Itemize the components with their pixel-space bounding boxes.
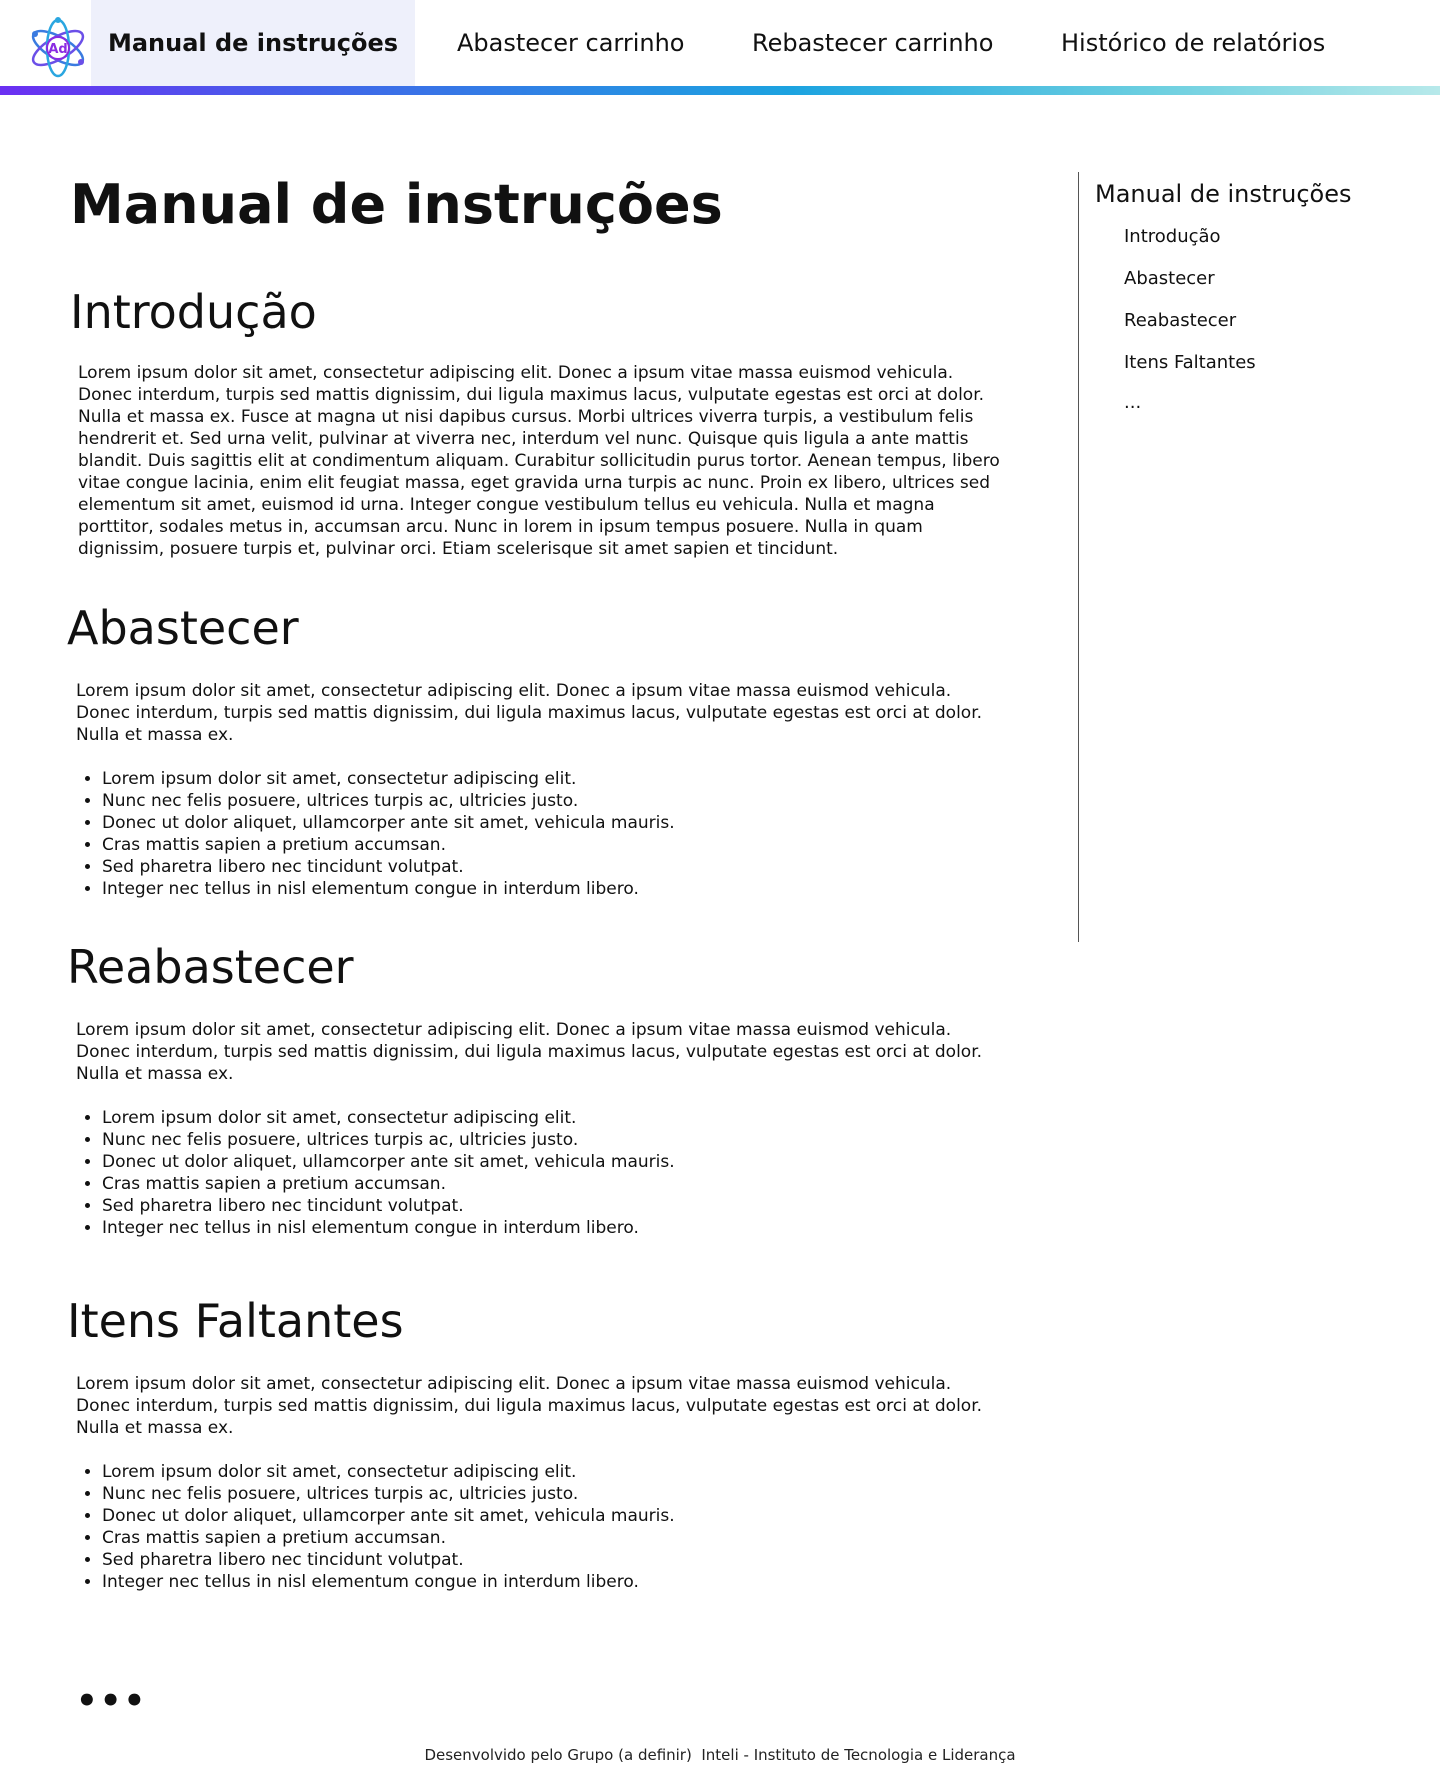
nav-tab-label: Rebastecer carrinho bbox=[752, 29, 994, 57]
bullet-list bbox=[76, 1461, 675, 1593]
nav-tab-historico[interactable] bbox=[1061, 0, 1325, 86]
section-heading-itens-faltantes: Itens Faltantes bbox=[67, 1294, 404, 1348]
list-item: • Integer nec tellus in nisl elementum congue in interdum libero. bbox=[102, 878, 675, 900]
toc-divider bbox=[1078, 172, 1079, 942]
list-item: • Donec ut dolor aliquet, ullamcorper ante sit amet, vehicula mauris. bbox=[102, 1151, 675, 1173]
list-item: • Donec ut dolor aliquet, ullamcorper ante sit amet, vehicula mauris. bbox=[102, 812, 675, 834]
list-item: • Sed pharetra libero nec tincidunt volutpat. bbox=[102, 1195, 675, 1217]
list-item: • Nunc nec felis posuere, ultrices turpis ac, ultricies justo. bbox=[102, 1483, 675, 1505]
toc-item-introducao[interactable]: Introdução bbox=[1124, 226, 1221, 247]
page-title: Manual de instruções bbox=[70, 173, 723, 236]
atom-logo-icon bbox=[27, 14, 89, 80]
top-navigation bbox=[0, 0, 1440, 86]
list-item: • Donec ut dolor aliquet, ullamcorper ante sit amet, vehicula mauris. bbox=[102, 1505, 675, 1527]
nav-gradient-bar bbox=[0, 86, 1440, 95]
bullet-list bbox=[76, 1107, 675, 1239]
nav-tab-label: Histórico de relatórios bbox=[1061, 29, 1326, 57]
list-item: • Sed pharetra libero nec tincidunt volutpat. bbox=[102, 856, 675, 878]
nav-tab-label: Manual de instruções bbox=[107, 29, 399, 57]
section-paragraph: Lorem ipsum dolor sit amet, consectetur adipiscing elit. Donec a ipsum vitae massa euismod vehicula. Donec interdum, turpis sed mattis dignissim, dui ligula maximus lacus, vulputate egestas est orci at dolor. Nulla et massa ex. Fusce at magna ut nisi dapibus cursus. Morbi ultrices viverra turpis, a vestibulum felis hendrerit et. Sed urna velit, pulvinar at viverra nec, interdum vel nunc. Quisque quis ligula a ante mattis blandit. Duis sagittis elit at condimentum aliquam. Curabitur sollicitudin purus tortor. Aenean tempus, libero vitae congue lacinia, enim elit feugiat massa, eget gravida urna turpis ac nunc. Proin ex libero, ultrices sed elementum sit amet, euismod id urna. Integer congue vestibulum tellus eu vehicula. Nulla et magna porttitor, sodales metus in, accumsan arcu. Nunc in lorem in ipsum tempus posuere. Nulla in quam dignissim, posuere turpis et, pulvinar orci. Etiam scelerisque sit amet sapien et tincidunt. bbox=[78, 363, 1000, 559]
more-content-indicator: ••• bbox=[76, 1681, 148, 1721]
toc-title-link[interactable]: Manual de instruções bbox=[1095, 180, 1352, 208]
section-heading-introducao: Introdução bbox=[70, 285, 317, 339]
bullet-list bbox=[76, 768, 675, 900]
toc-item-abastecer[interactable]: Abastecer bbox=[1124, 268, 1215, 289]
section-heading-reabastecer: Reabastecer bbox=[67, 940, 354, 994]
section-paragraph: Lorem ipsum dolor sit amet, consectetur adipiscing elit. Donec a ipsum vitae massa euismod vehicula. Donec interdum, turpis sed mattis dignissim, dui ligula maximus lacus, vulputate egestas est orci at dolor. Nulla et massa ex. bbox=[76, 681, 983, 745]
list-item: • Lorem ipsum dolor sit amet, consectetur adipiscing elit. bbox=[102, 768, 675, 790]
app-logo[interactable] bbox=[27, 14, 89, 80]
section-paragraph: Lorem ipsum dolor sit amet, consectetur adipiscing elit. Donec a ipsum vitae massa euismod vehicula. Donec interdum, turpis sed mattis dignissim, dui ligula maximus lacus, vulputate egestas est orci at dolor. Nulla et massa ex. bbox=[76, 1374, 983, 1438]
list-item: • Nunc nec felis posuere, ultrices turpis ac, ultricies justo. bbox=[102, 1129, 675, 1151]
section-paragraph: Lorem ipsum dolor sit amet, consectetur adipiscing elit. Donec a ipsum vitae massa euismod vehicula. Donec interdum, turpis sed mattis dignissim, dui ligula maximus lacus, vulputate egestas est orci at dolor. Nulla et massa ex. bbox=[76, 1020, 983, 1084]
toc-item-reabastecer[interactable]: Reabastecer bbox=[1124, 310, 1237, 331]
list-item: • Lorem ipsum dolor sit amet, consectetur adipiscing elit. bbox=[102, 1461, 675, 1483]
svg-text:Ad: Ad bbox=[48, 42, 68, 57]
toc-item-itens-faltantes[interactable]: Itens Faltantes bbox=[1124, 352, 1256, 373]
list-item: • Sed pharetra libero nec tincidunt volutpat. bbox=[102, 1549, 675, 1571]
toc-item-more[interactable]: ... bbox=[1124, 392, 1142, 413]
list-item: • Nunc nec felis posuere, ultrices turpis ac, ultricies justo. bbox=[102, 790, 675, 812]
nav-tab-manual[interactable] bbox=[91, 0, 415, 86]
list-item: • Cras mattis sapien a pretium accumsan. bbox=[102, 834, 675, 856]
section-heading-abastecer: Abastecer bbox=[67, 601, 299, 655]
nav-tab-rebastecer[interactable] bbox=[752, 0, 993, 86]
nav-tab-abastecer[interactable] bbox=[457, 0, 684, 86]
list-item: • Integer nec tellus in nisl elementum congue in interdum libero. bbox=[102, 1571, 675, 1593]
footer-text: Desenvolvido pelo Grupo (a definir) Inteli - Instituto de Tecnologia e Liderança bbox=[424, 1746, 1016, 1764]
list-item: • Cras mattis sapien a pretium accumsan. bbox=[102, 1527, 675, 1549]
nav-tab-label: Abastecer carrinho bbox=[457, 29, 685, 57]
list-item: • Integer nec tellus in nisl elementum congue in interdum libero. bbox=[102, 1217, 675, 1239]
list-item: • Cras mattis sapien a pretium accumsan. bbox=[102, 1173, 675, 1195]
list-item: • Lorem ipsum dolor sit amet, consectetur adipiscing elit. bbox=[102, 1107, 675, 1129]
